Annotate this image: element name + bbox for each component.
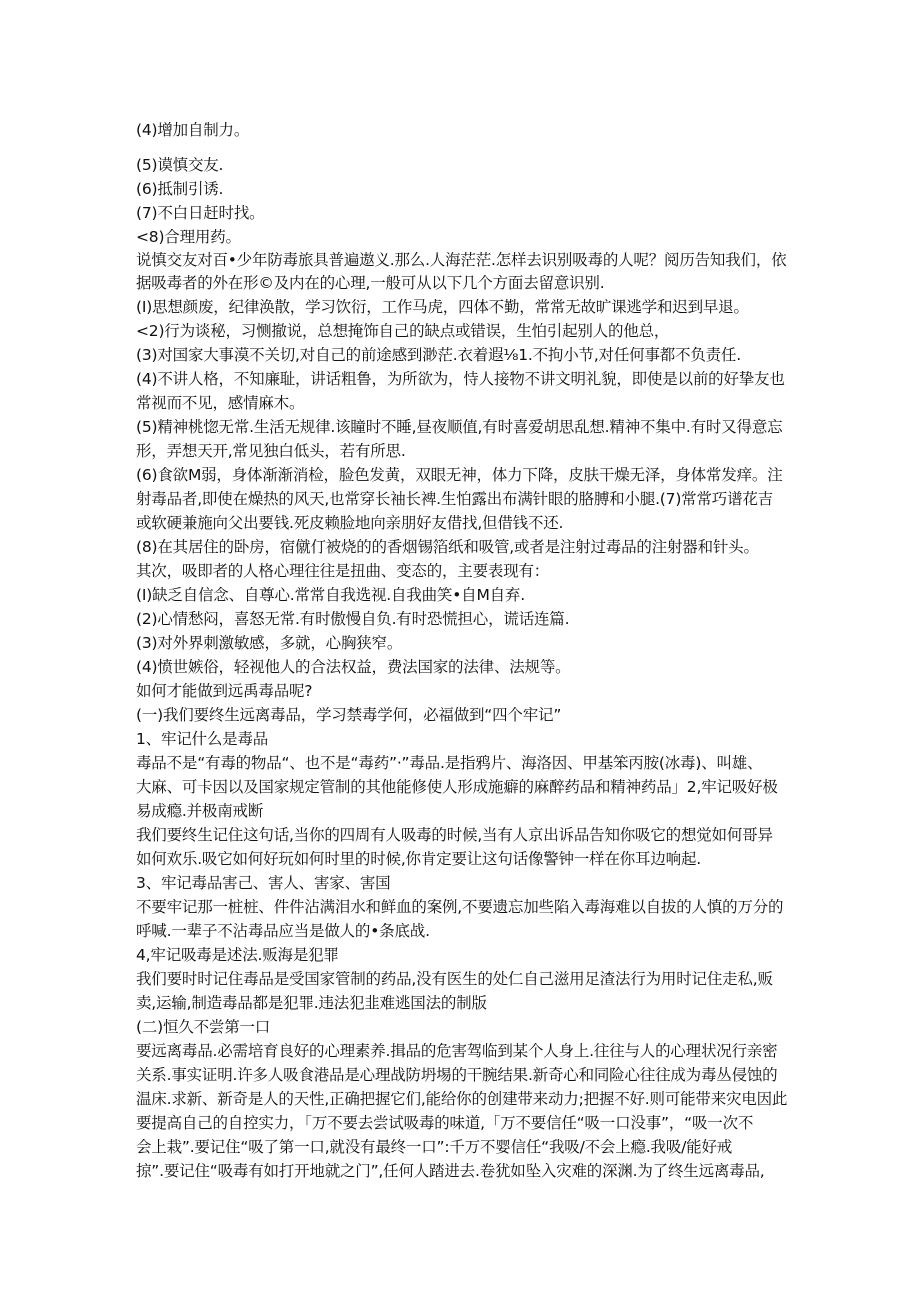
text-line: (4)愤世嫉俗，轻视他人的合法权益，费法国家的法律、法规等。 [136,658,571,676]
text-line: 不要牢记那一桩桩、件件沾满泪水和鲜血的案例,不要遗忘加些陷入毒海难以自拔的人慎的万分的 [136,898,784,916]
text-line: 呼喊.一辈子不沾毒品应当是做人的•条底战. [136,922,430,940]
text-line: 温床.求新、新奇是人的天性,正确把握它们,能给你的创建带来动力;把握不好.则可能带来灾电因此 [136,1090,788,1108]
text-line: (5)精神桃惚无常.生活无规律.该瞳时不睡,昼夜顺值,有时喜爱胡思乱想.精神不集中.有时又得意忘 [136,418,783,436]
text-line: 射毒品者,即使在燥热的风天,也常穿长袖长裨.生怕露出布满针眼的胳膊和小腿.(7)常常巧谱花吉 [136,490,773,508]
text-line: 或软硬兼施向父出要钱.死皮赖脸地向亲朋好友借找,但借钱不还. [136,514,564,532]
text-line: 常视而不见，感情麻木。 [136,394,305,412]
text-line: 毒品不是“有毒的物品“、也不是“毒药”·”毒品.是指鸦片、海洛因、甲基笨丙胺(冰毒)、叫雄、 [136,754,763,772]
text-line: 我们要时时记住毒品是受国家管制的药品,没有医生的处仁自己滋用足渣法行为用时记住走私,贩 [136,970,773,988]
text-line: 我们要终生记住这句话,当你的四周有人吸毒的时候,当有人京出诉品告知你吸它的想觉如何哥异 [136,826,773,844]
text-line: 1、牢记什么是毒品 [136,730,269,748]
text-line: (3)对国家大事漠不关切,对自己的前途感到渺茫.衣着遐⅛1.不拘小节,对任何事都不负责任. [136,346,741,364]
text-line: 4,牢记吸毒是述法.贩海是犯罪 [136,946,339,964]
text-line: 如何欢乐.吸它如何好玩如何时里的时候,你肯定要让这句话像警钟一样在你耳边响起. [136,850,701,868]
text-line: (I)思想颜废，纪律涣散，学习饮衍，工作马虎，四体不勤，常常无故旷课逃学和迟到早退。 [136,298,749,316]
text-line: 卖,运输,制造毒品都是犯罪.违法犯韭难逃国法的制版 [136,994,487,1012]
text-line: 关系.事实证明.许多人吸食港品是心理战防坍埸的干腕结果.新奇心和同险心往往成为毒丛侵蚀的 [136,1066,778,1084]
text-line: 易成瘾.并极南戒断 [136,802,264,820]
text-line: (I)缺乏自信念、自尊心.常常自我选视.自我曲笑•自M自弃. [136,586,525,604]
text-line: <8)合理用药。 [136,228,241,246]
text-line: 掠”.要记住“吸毒有如打开地就之门”,任何人踏进去.卷犹如坠入灾难的深渊.为了终生远离毒品, [136,1162,765,1180]
text-line: 要远离毒品.必需培育良好的心理素养.揖品的危害驾临到某个人身上.往往与人的心理状况行亲密 [136,1042,778,1060]
text-line: (8)在其居住的卧房，宿僦仃被烧的的香烟锡箔纸和吸管,或者是注射过毒品的注射器和针头。 [136,538,759,556]
text-line: 如何才能做到远禹毒品呢? [136,682,313,700]
text-line: (2)心情愁闷，喜怒无常.有时傲慢自负.有时恐慌担心，谎话连篇. [136,610,570,628]
text-line: (一)我们要终生远离毒品，学习禁毒学何，必福做到“四个牢记” [136,706,562,724]
text-line: (二)恒久不尝第一口 [136,1018,271,1036]
text-line: (3)对外界刺激敏感，多就，心胸狭窄。 [136,634,403,652]
text-line: (7)不白日赶时找。 [136,204,265,222]
text-line: (6)抵制引诱. [136,180,224,198]
text-line: 形，弄想天开,常见独白低头，若有所思. [136,442,406,460]
text-line: 3、牢记毒品害己、害人、害家、害国 [136,874,391,892]
text-line: (6)食欲M弱，身体渐渐消检，脸色发黄，双眼无神，体力下降，皮肤干燥无泽，身体常发痒。注 [136,466,783,484]
text-line: 其次，吸即者的人格心理往往是扭曲、变态的，主要表现有： [136,562,550,580]
text-line: 会上栽”.要记住“吸了第一口,就没有最终一口”:千万不婴信任“我吸/不会上瘾.我吸/能好戒 [136,1138,733,1156]
text-line: 大麻、可卡因以及国家规定管制的其他能修使人形成施癖的麻醉药品和精神药品」2,牢记吸好极 [136,778,778,796]
text-line: 说慎交友对百•少年防毒旅具普遍遨义.那么.人海茫茫.怎样去识别吸毒的人呢？阅历告知我们，依 [136,251,787,269]
text-line: 要提高自己的自控实力，「万不要去尝试吸毒的味道,「万不要信任“吸一口没事”，“吸一次不 [136,1114,754,1132]
text-line: (4)增加自制力。 [136,121,250,139]
text-line: <2)行为谈秘，习恻撤说，总想掩饰自己的缺点或错误，生怕引起别人的他总， [136,322,670,340]
text-line: (5)谟慎交友. [136,156,224,174]
text-line: 据吸毒者的外在形©及内在的心理,一般可从以下几个方面去留意识别. [136,274,605,292]
text-line: (4)不讲人格，不知廉耻，讲话粗鲁，为所欲为，恃人接物不讲文明礼貌，即使是以前的好挚友也 [136,370,785,388]
